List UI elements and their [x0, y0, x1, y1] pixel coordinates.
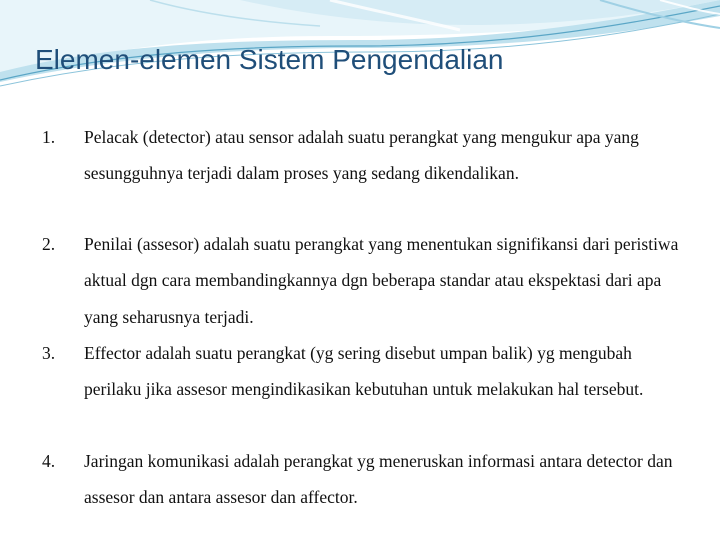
slide-title: Elemen-elemen Sistem Pengendalian: [35, 44, 504, 75]
list-item-text: Effector adalah suatu perangkat (yg sering disebut umpan balik) yg mengubah perilaku jika assesor mengindikasikan kebutuhan untuk melakukan hal tersebut.: [84, 343, 644, 400]
list-item-number: 4.: [42, 451, 56, 471]
list-item-number: 3.: [42, 343, 56, 363]
list-item-number: 2.: [42, 234, 56, 254]
list-item-text: Jaringan komunikasi adalah perangkat yg meneruskan informasi antara detector dan assesor dan antara assesor dan affector.: [84, 451, 673, 508]
list-item-number: 1.: [42, 127, 56, 147]
list-item-text: Penilai (assesor) adalah suatu perangkat yang menentukan signifikansi dari peristiwa aktual dgn cara membandingkannya dgn beberapa standar atau ekspektasi dari apa yang seharusnya terjadi.: [84, 234, 679, 327]
list-item-text: Pelacak (detector) atau sensor adalah suatu perangkat yang mengukur apa yang sesungguhnya terjadi dalam proses yang sedang dikendalikan.: [84, 127, 639, 184]
